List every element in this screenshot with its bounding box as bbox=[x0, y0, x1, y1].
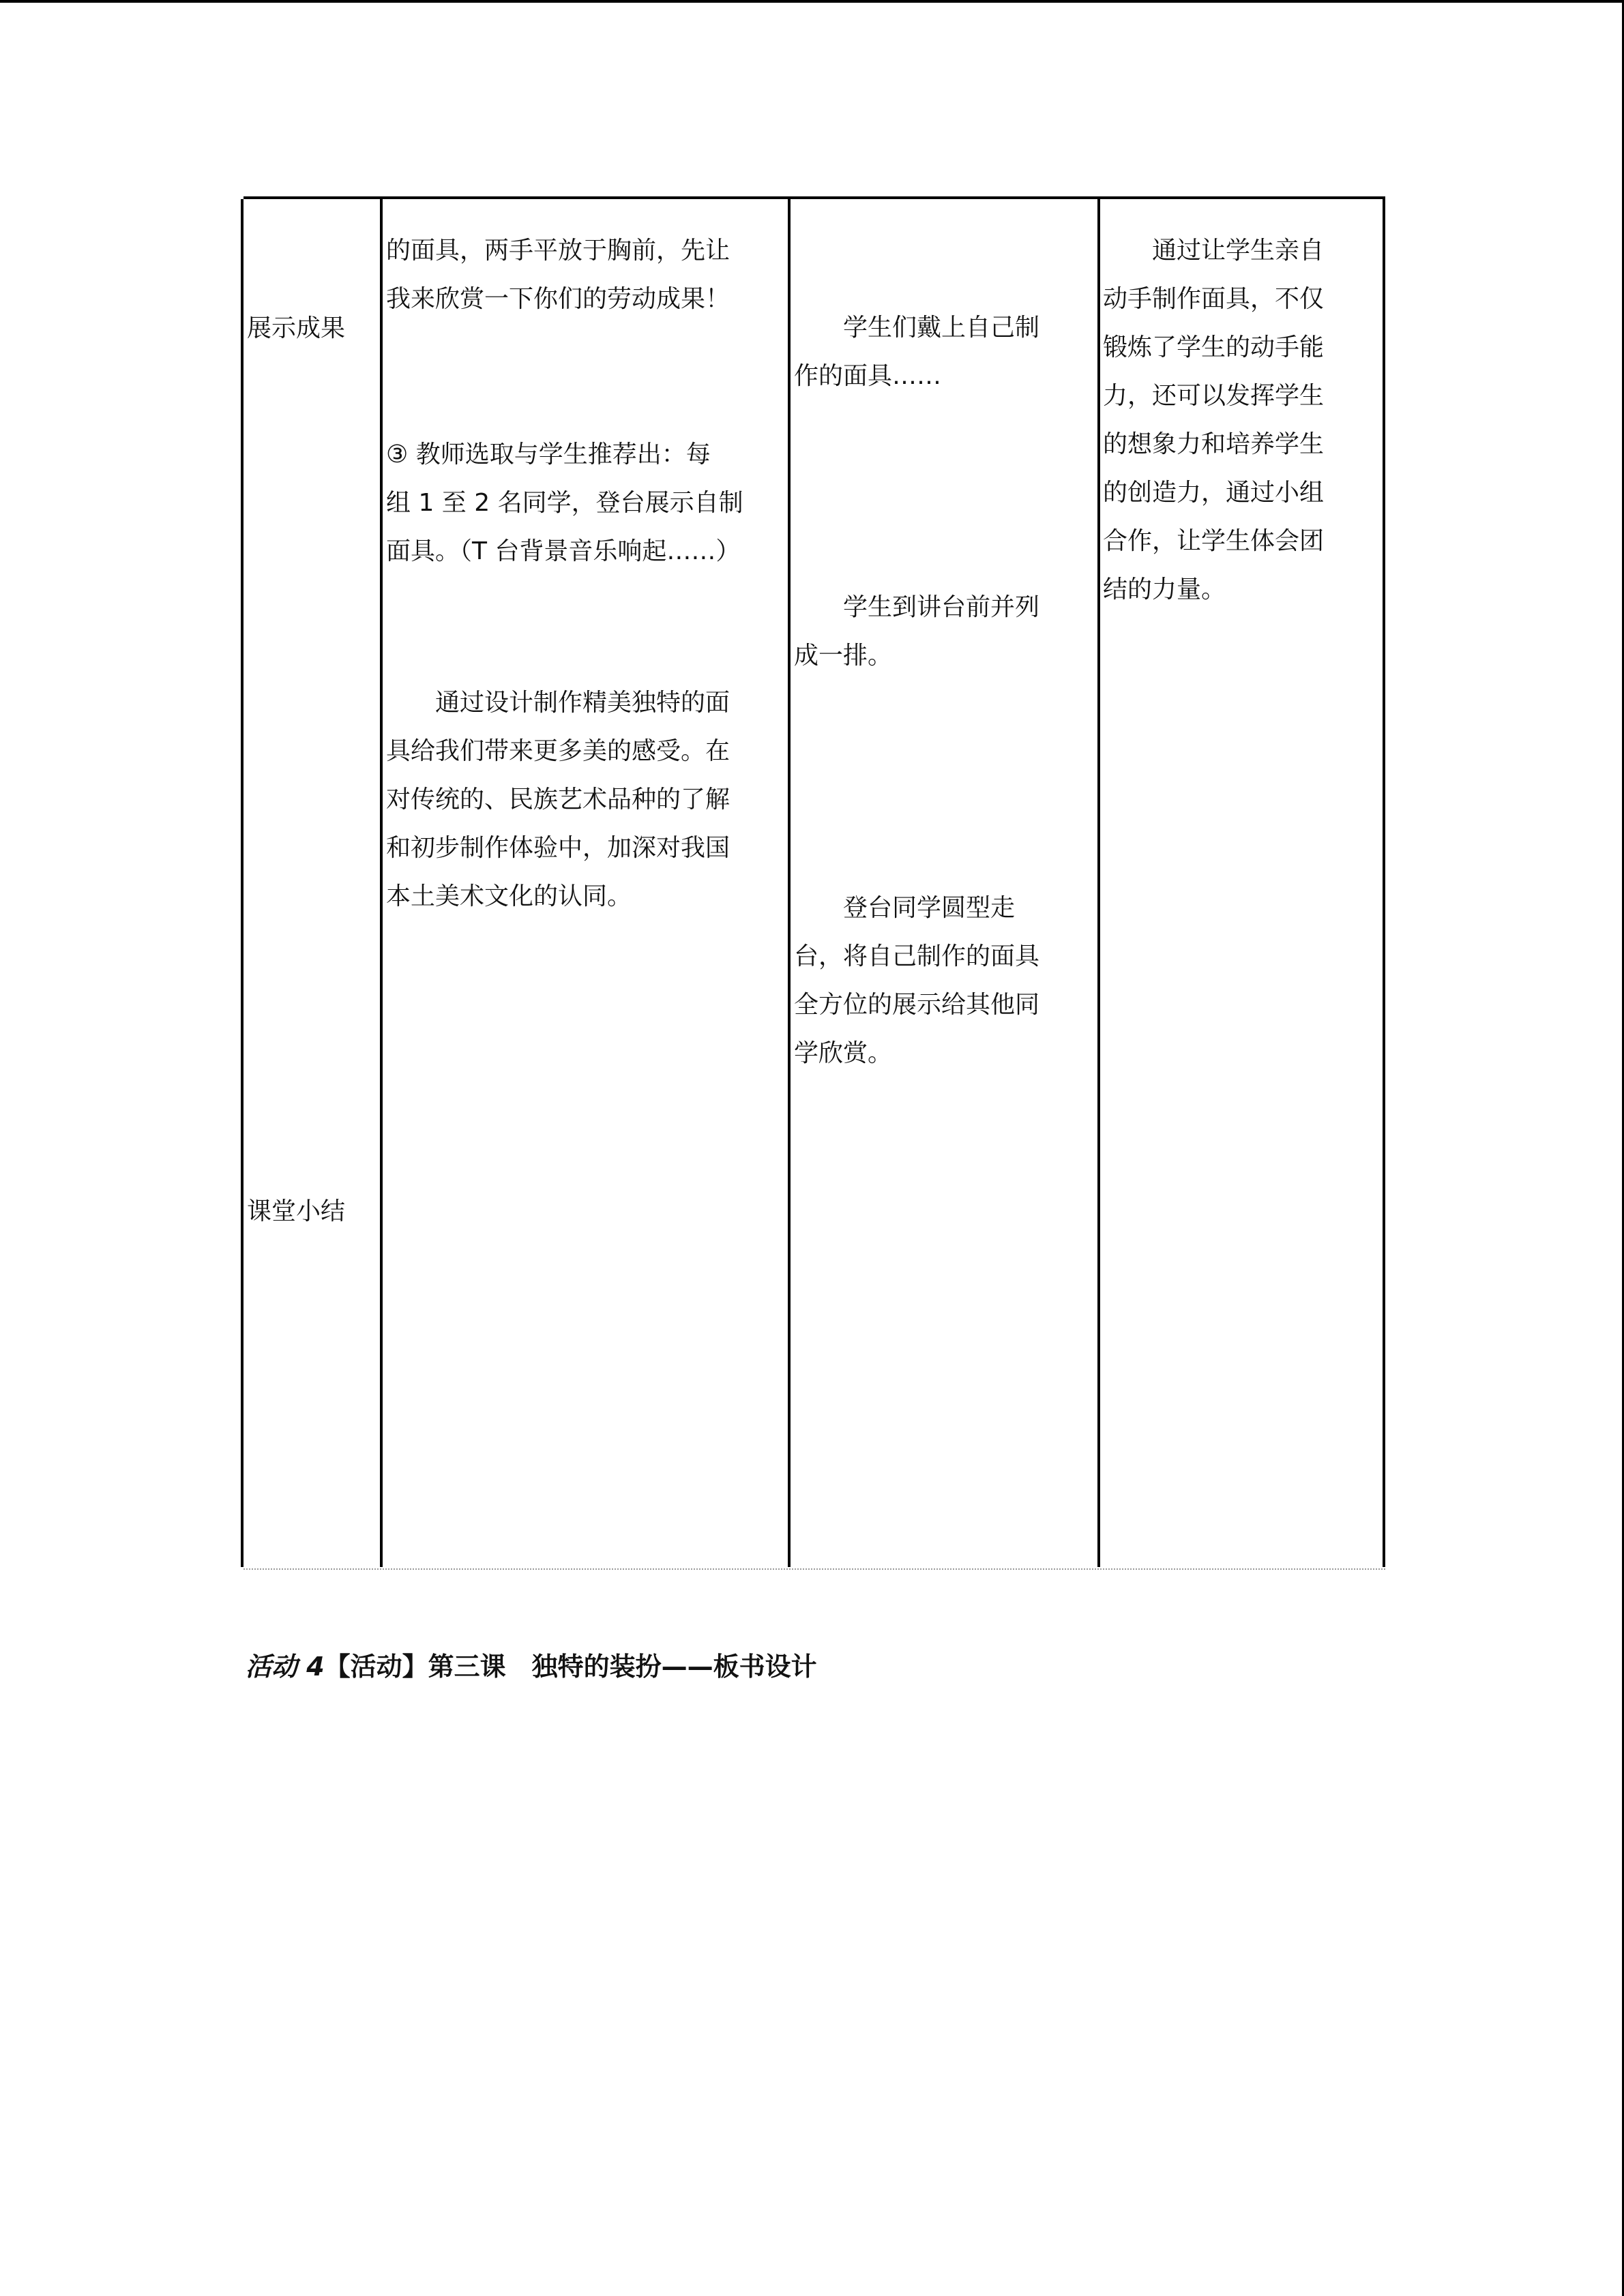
student-text-line: 台，将自己制作的面具 bbox=[794, 942, 1040, 970]
student-text-line: 学生们戴上自己制 bbox=[794, 314, 1040, 342]
stage-label-showcase: 展示成果 bbox=[247, 314, 346, 342]
intent-text-line: 力，还可以发挥学生 bbox=[1103, 382, 1325, 410]
teacher-text-line: 通过设计制作精美独特的面 bbox=[386, 689, 730, 717]
table-bottom-edge bbox=[243, 1568, 1385, 1570]
student-text-line: 登台同学圆型走 bbox=[794, 894, 1016, 922]
intent-text-line: 锻炼了学生的动手能 bbox=[1103, 333, 1325, 361]
teacher-text-line: 和初步制作体验中，加深对我国 bbox=[386, 834, 730, 862]
intent-text-line: 结的力量。 bbox=[1103, 576, 1226, 603]
student-text-line: 作的面具…… bbox=[794, 362, 942, 390]
intent-text-line: 动手制作面具，不仅 bbox=[1103, 285, 1325, 313]
activity-title: 【活动】第三课 独特的装扮——板书设计 bbox=[324, 1652, 817, 1682]
table-divider-1 bbox=[380, 199, 383, 1567]
intent-text-line: 通过让学生亲自 bbox=[1103, 237, 1325, 265]
intent-text-line: 的创造力，通过小组 bbox=[1103, 479, 1325, 507]
student-text-line: 成一排。 bbox=[794, 642, 893, 670]
teacher-text-line: 组 1 至 2 名同学，登台展示自制 bbox=[386, 489, 743, 517]
lesson-plan-table bbox=[243, 196, 1385, 1567]
activity-number: 活动 4 bbox=[246, 1652, 325, 1682]
table-border-left bbox=[241, 199, 243, 1567]
intent-text-line: 的想象力和培养学生 bbox=[1103, 430, 1325, 458]
student-text-line: 学欣赏。 bbox=[794, 1039, 893, 1067]
intent-text-line: 合作，让学生体会团 bbox=[1103, 527, 1325, 555]
table-divider-3 bbox=[1097, 199, 1100, 1567]
table-divider-2 bbox=[788, 199, 791, 1567]
teacher-text-line: 我来欣赏一下你们的劳动成果！ bbox=[386, 285, 730, 313]
activity-heading bbox=[246, 1646, 817, 1687]
teacher-text-line: 面具。（T 台背景音乐响起……） bbox=[386, 537, 741, 565]
table-border-right bbox=[1383, 199, 1385, 1567]
teacher-text-line: 对传统的、民族艺术品种的了解 bbox=[386, 786, 730, 814]
teacher-text-line: 的面具，两手平放于胸前，先让 bbox=[386, 237, 730, 265]
teacher-text-line: 具给我们带来更多美的感受。在 bbox=[386, 737, 730, 765]
teacher-text-line: 本土美术文化的认同。 bbox=[386, 882, 632, 910]
teacher-text-line: ③ 教师选取与学生推荐出：每 bbox=[386, 441, 711, 468]
student-text-line: 学生到讲台前并列 bbox=[794, 593, 1040, 621]
page-top-border bbox=[0, 0, 1624, 3]
student-text-line: 全方位的展示给其他同 bbox=[794, 991, 1040, 1019]
stage-label-summary: 课堂小结 bbox=[247, 1197, 346, 1225]
